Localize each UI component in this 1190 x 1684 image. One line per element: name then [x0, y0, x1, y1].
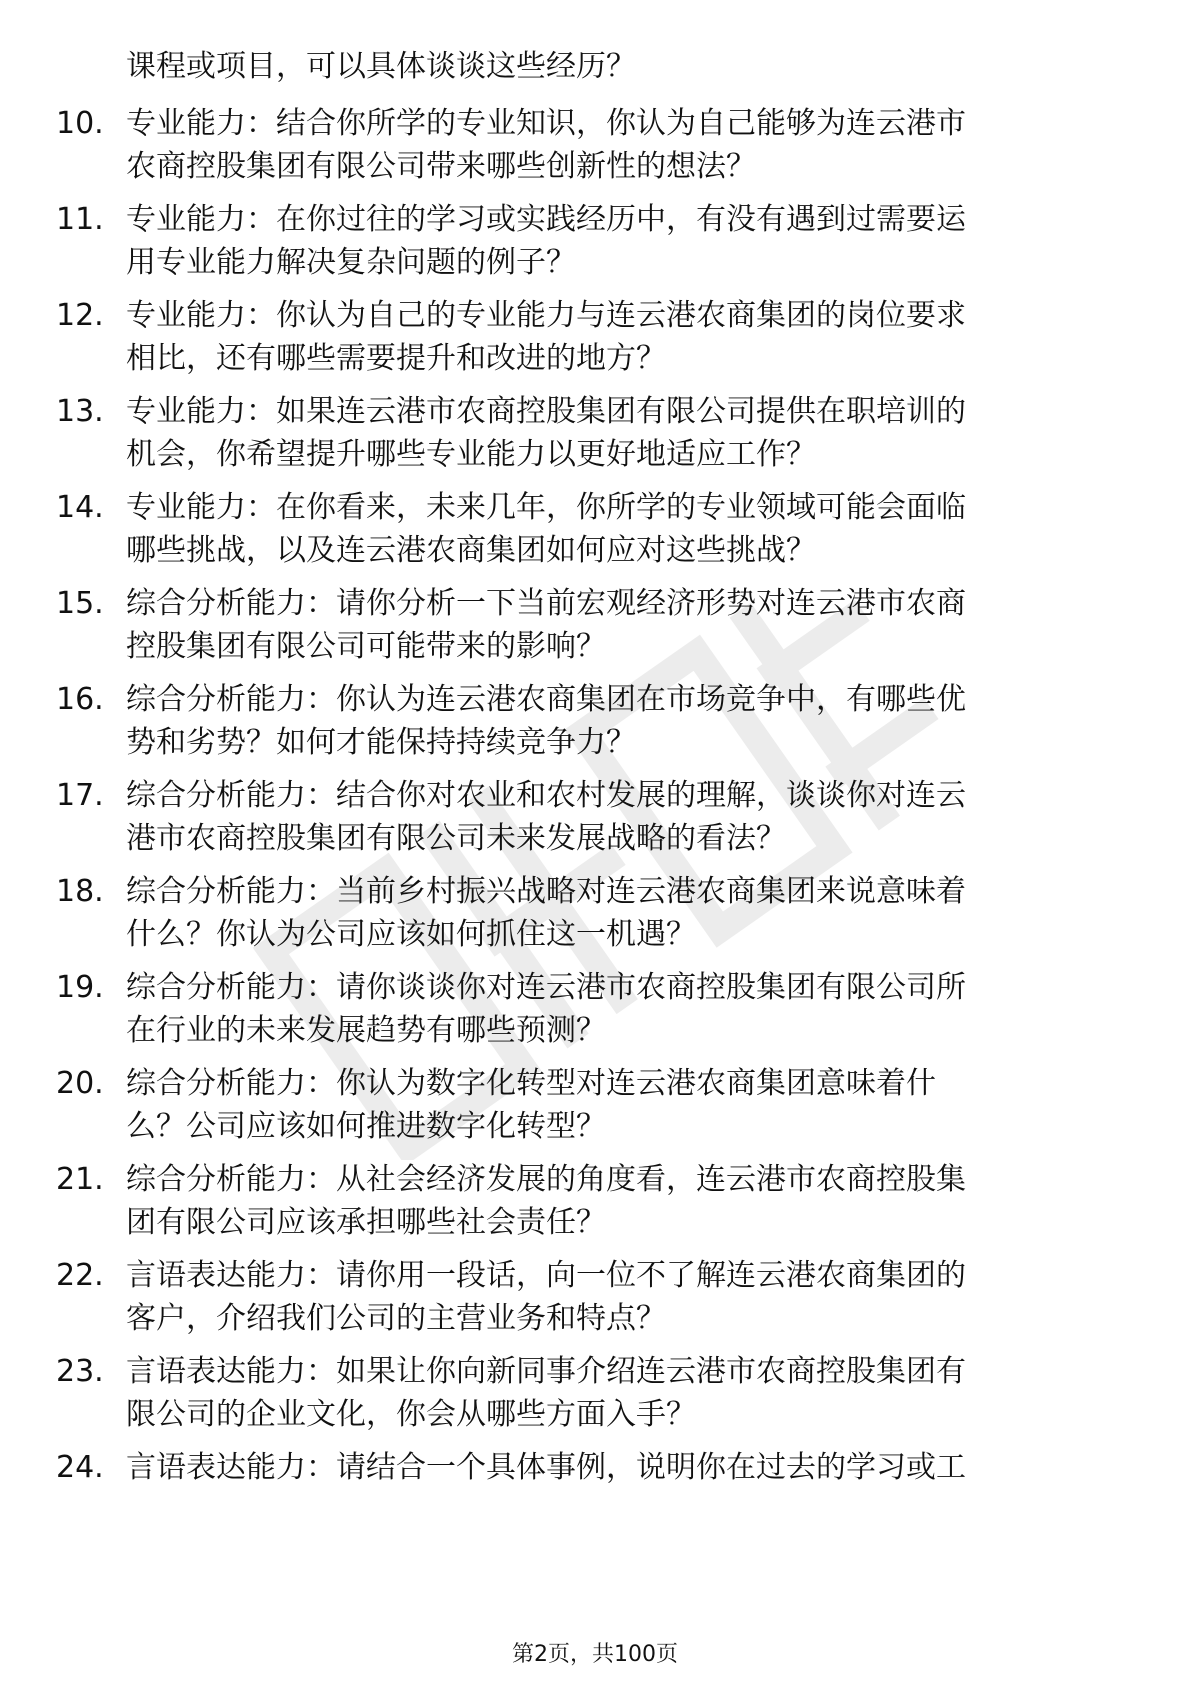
question-text-line: 综合分析能力：从社会经济发展的角度看，连云港市农商控股集	[126, 1162, 966, 1197]
question-item	[56, 1158, 1126, 1248]
question-text-line: 势和劣势？如何才能保持持续竞争力？	[126, 725, 636, 760]
question-text-line: 相比，还有哪些需要提升和改进的地方？	[126, 341, 666, 376]
question-text-line: 专业能力：你认为自己的专业能力与连云港农商集团的岗位要求	[126, 298, 966, 333]
question-text-line: 专业能力：在你过往的学习或实践经历中，有没有遇到过需要运	[126, 202, 966, 237]
question-text-line: 用专业能力解决复杂问题的例子？	[126, 245, 576, 280]
question-text-line: 哪些挑战，以及连云港农商集团如何应对这些挑战？	[126, 533, 816, 568]
question-text-line: 团有限公司应该承担哪些社会责任？	[126, 1205, 606, 1240]
question-number: 15.	[56, 586, 104, 621]
question-text-line: 专业能力：结合你所学的专业知识，你认为自己能够为连云港市	[126, 106, 966, 141]
question-text-line: 农商控股集团有限公司带来哪些创新性的想法？	[126, 149, 756, 184]
question-item	[56, 1350, 1126, 1440]
question-item	[56, 1446, 1126, 1536]
question-text-line: 综合分析能力：当前乡村振兴战略对连云港农商集团来说意味着	[126, 874, 966, 909]
question-text-line: 控股集团有限公司可能带来的影响？	[126, 629, 606, 664]
question-item	[56, 678, 1126, 768]
question-item	[56, 198, 1126, 288]
question-number: 11.	[56, 202, 104, 237]
question-text-line: 言语表达能力：请结合一个具体事例，说明你在过去的学习或工	[126, 1450, 966, 1485]
question-text-line: 专业能力：在你看来，未来几年，你所学的专业领域可能会面临	[126, 490, 966, 525]
question-item	[56, 870, 1126, 960]
question-number: 12.	[56, 298, 104, 333]
question-text-line: 综合分析能力：结合你对农业和农村发展的理解，谈谈你对连云	[126, 778, 966, 813]
question-text-line: 综合分析能力：请你谈谈你对连云港市农商控股集团有限公司所	[126, 970, 966, 1005]
question-item	[56, 486, 1126, 576]
question-text-line: 综合分析能力：请你分析一下当前宏观经济形势对连云港市农商	[126, 586, 966, 621]
question-item	[56, 1062, 1126, 1152]
question-number: 23.	[56, 1354, 104, 1389]
question-text-line: 什么？你认为公司应该如何抓住这一机遇？	[126, 917, 696, 952]
question-text-line: 在行业的未来发展趋势有哪些预测？	[126, 1013, 606, 1048]
question-text-line: 么？公司应该如何推进数字化转型？	[126, 1109, 606, 1144]
question-text-line: 综合分析能力：你认为连云港农商集团在市场竞争中，有哪些优	[126, 682, 966, 717]
question-number: 17.	[56, 778, 104, 813]
question-text-line: 综合分析能力：你认为数字化转型对连云港农商集团意味着什	[126, 1066, 936, 1101]
question-text-line: 限公司的企业文化，你会从哪些方面入手？	[126, 1397, 696, 1432]
page-number-footer: 第2页，共100页	[512, 1642, 678, 1667]
question-text-line: 港市农商控股集团有限公司未来发展战略的看法？	[126, 821, 786, 856]
question-text-line: 机会，你希望提升哪些专业能力以更好地适应工作？	[126, 437, 816, 472]
question-text-line: 客户，介绍我们公司的主营业务和特点？	[126, 1301, 666, 1336]
question-number: 18.	[56, 874, 104, 909]
question-item	[56, 1254, 1126, 1344]
question-number: 20.	[56, 1066, 104, 1101]
question-number: 16.	[56, 682, 104, 717]
question-number: 14.	[56, 490, 104, 525]
question-number: 19.	[56, 970, 104, 1005]
question-number: 22.	[56, 1258, 104, 1293]
question-text-line: 言语表达能力：请你用一段话，向一位不了解连云港农商集团的	[126, 1258, 966, 1293]
continuation-text: 课程或项目，可以具体谈谈这些经历？	[126, 49, 636, 84]
question-number: 13.	[56, 394, 104, 429]
question-text-line: 言语表达能力：如果让你向新同事介绍连云港市农商控股集团有	[126, 1354, 966, 1389]
question-text-line: 专业能力：如果连云港市农商控股集团有限公司提供在职培训的	[126, 394, 966, 429]
question-item	[56, 102, 1126, 192]
question-item	[56, 774, 1126, 864]
question-item	[56, 966, 1126, 1056]
question-number: 21.	[56, 1162, 104, 1197]
question-item	[56, 390, 1126, 480]
question-number: 24.	[56, 1450, 104, 1485]
question-number: 10.	[56, 106, 104, 141]
question-item	[56, 582, 1126, 672]
question-item	[56, 294, 1126, 384]
